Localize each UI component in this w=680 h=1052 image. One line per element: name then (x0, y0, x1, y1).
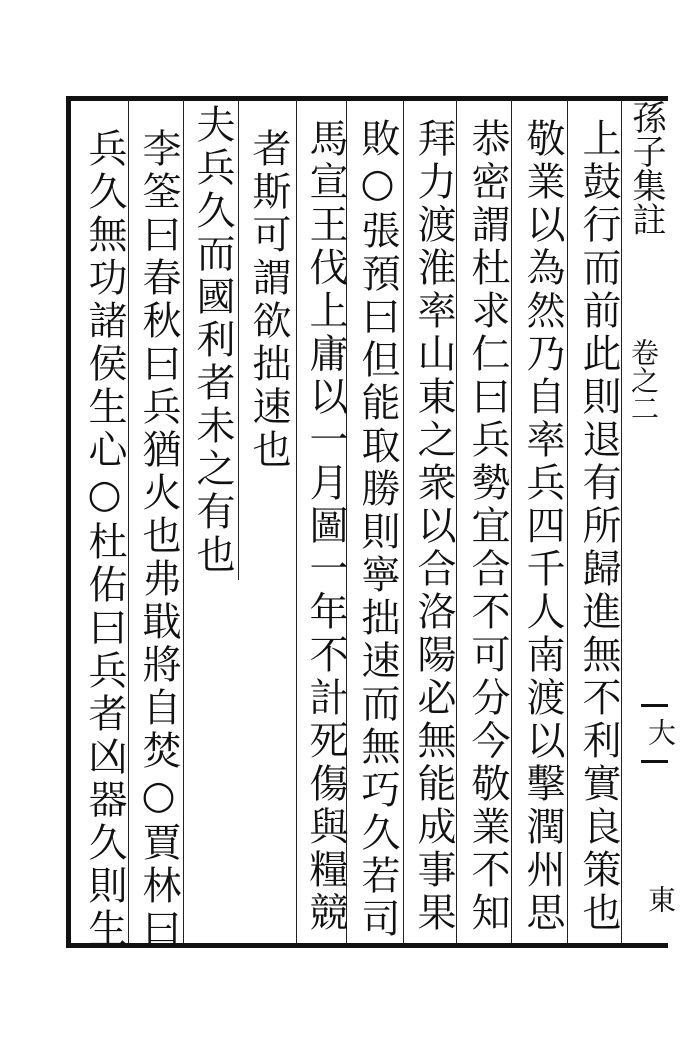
column-rule (567, 100, 568, 943)
text-column-8: 夫兵久而國利者未之有也 (190, 104, 235, 577)
column-rule (238, 100, 239, 580)
column-rule (296, 100, 297, 943)
text-column-6: 馬宣王伐上庸以一月圖一年不計死傷與糧競 (303, 118, 348, 935)
column-rule (403, 100, 404, 943)
text-column-1: 上鼓行而前此則退有所歸進無不利實良策也 (576, 118, 621, 935)
margin-header: 孫子集註 (626, 100, 666, 236)
text-column-10: 兵久無功諸侯生心○杜佑曰兵者凶器久則生 (82, 128, 127, 951)
text-column-3: 恭密謂杜求仁曰兵勢宜合不可分今敬業不知 (465, 118, 510, 935)
margin-tick (641, 704, 668, 707)
margin-volume: 卷之二 (627, 338, 660, 422)
margin-right-b: 東 (644, 885, 677, 913)
text-column-4: 拜力渡淮率山東之衆以合洛陽必無能成事果 (411, 118, 456, 935)
text-column-2: 敬業以為然乃自率兵四千人南渡以擊潤州思 (520, 118, 565, 935)
text-column-9: 李筌曰春秋曰兵猶火也弗戢將自焚○賈林曰 (136, 128, 181, 951)
margin-right-a: 大 (644, 718, 677, 746)
margin-tick (641, 760, 668, 763)
text-column-5: 敗○張預曰但能取勝則寧拙速而無巧久若司 (355, 118, 400, 941)
text-column-7: 者斯可謂欲拙速也 (246, 128, 291, 472)
column-rule (183, 100, 184, 943)
